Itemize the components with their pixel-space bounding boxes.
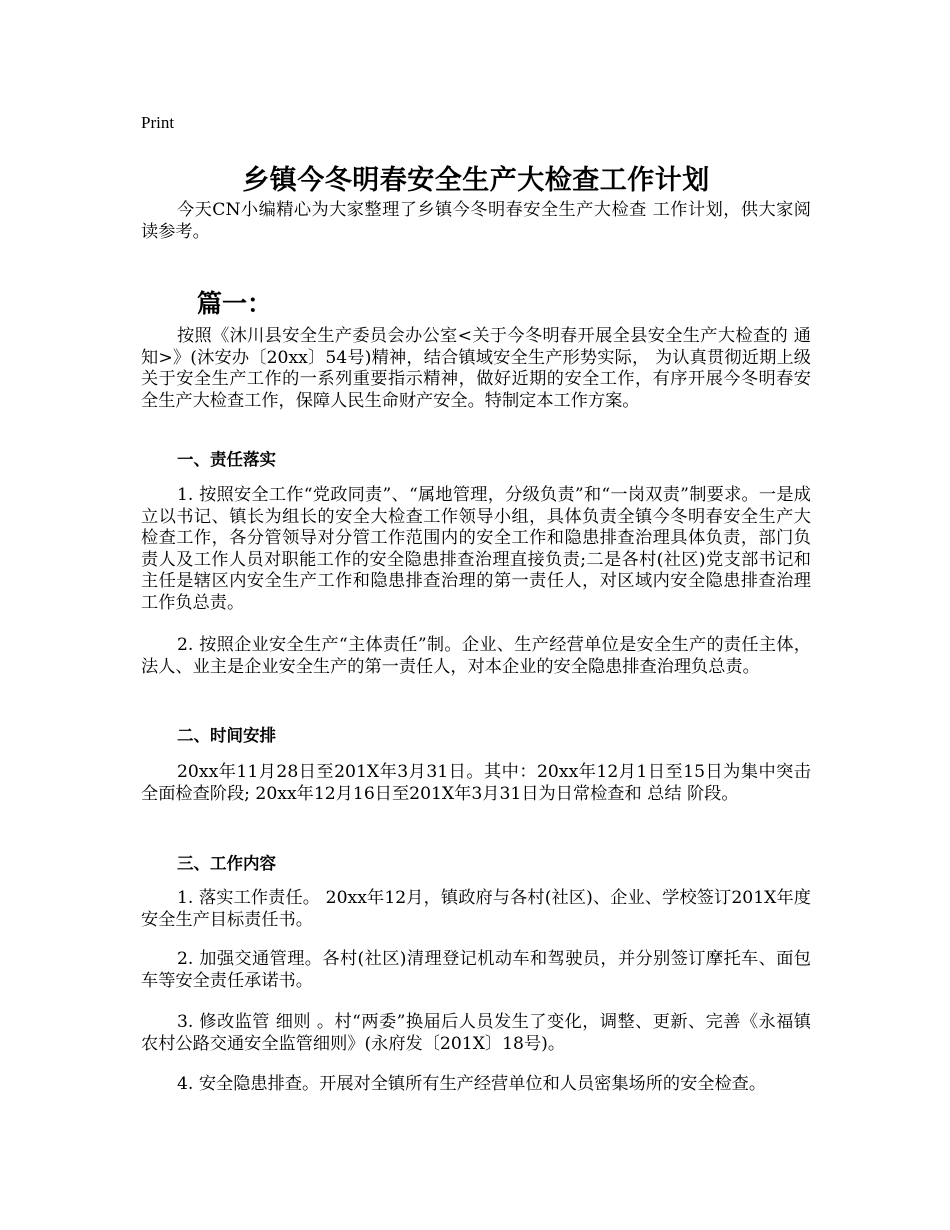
print-label: Print [141,113,175,132]
opening-paragraph: 按照《沐川县安全生产委员会办公室<关于今冬明春开展全县安全生产大检查的 通知>》(沐安办〔20xx〕54号)精神，结合镇域安全生产形势实际， 为认真贯彻近期上级关于安全生产工作的一系列重要指示精神，做好近期的安全工作，有序开展今冬明春安全生产大检查工作，保障人民生命财产安全。特制定本工作方案。 [141,326,811,411]
responsibility-paragraph-1: 1. 按照安全工作“党政同责”、“属地管理，分级负责”和“一岗双责”制要求。一是成立以书记、镇长为组长的安全大检查工作领导小组，具体负责全镇今冬明春安全生产大检查工作，各分管领导对分管工作范围内的安全工作和隐患排查治理具体负责，部门负责人及工作人员对职能工作的安全隐患排查治理直接负责;二是各村(社区)党支部书记和主任是辖区内安全生产工作和隐患排查治理的第一责任人，对区域内安全隐患排查治理工作负总责。 [141,485,811,613]
schedule-paragraph: 20xx年11月28日至201X年3月31日。其中：20xx年12月1日至15日为集中突击全面检查阶段; 20xx年12月16日至201X年3月31日为日常检查和 总结 阶段。 [141,762,811,804]
content-paragraph-2: 2. 加强交通管理。各村(社区)清理登记机动车和驾驶员，并分别签订摩托车、面包车等安全责任承诺书。 [141,949,811,991]
section-heading-schedule: 二、时间安排 [177,726,276,745]
document-title: 乡镇今冬明春安全生产大检查工作计划 [242,165,710,196]
section-heading-content: 三、工作内容 [177,854,276,873]
content-paragraph-3: 3. 修改监管 细则 。村“两委”换届后人员发生了变化，调整、更新、完善《永福镇农村公路交通安全监管细则》(永府发〔201X〕18号)。 [141,1012,811,1054]
responsibility-paragraph-2: 2. 按照企业安全生产“主体责任”制。企业、生产经营单位是安全生产的责任主体，法人、业主是企业安全生产的第一责任人，对本企业的安全隐患排查治理负总责。 [141,635,811,677]
content-paragraph-4: 4. 安全隐患排查。开展对全镇所有生产经营单位和人员密集场所的安全检查。 [177,1074,767,1094]
part-heading: 篇一： [197,289,273,318]
intro-paragraph: 今天CN小编精心为大家整理了乡镇今冬明春安全生产大检查 工作计划，供大家阅读参考。 [141,200,811,242]
content-paragraph-1: 1. 落实工作责任。 20xx年12月，镇政府与各村(社区)、企业、学校签订201X年度安全生产目标责任书。 [141,888,811,930]
section-heading-responsibility: 一、责任落实 [177,450,276,469]
